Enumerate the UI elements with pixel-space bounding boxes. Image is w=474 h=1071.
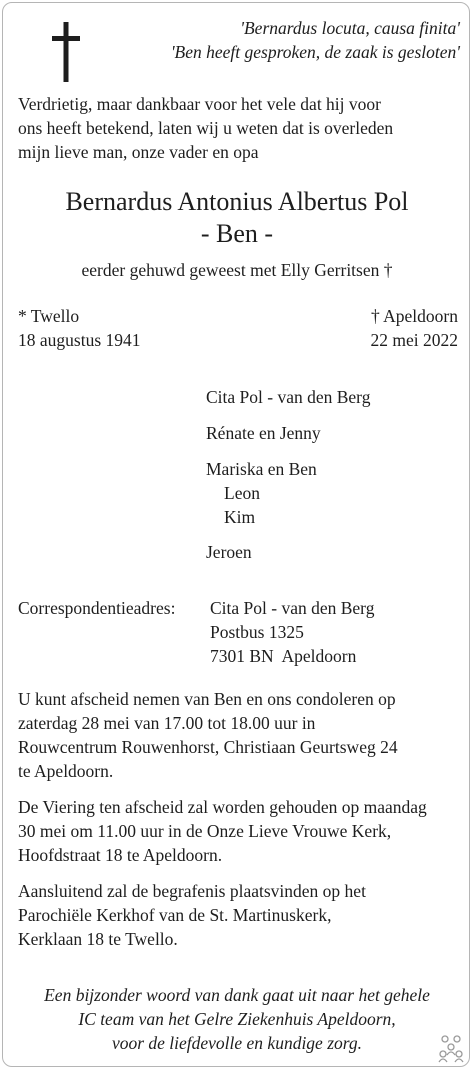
farewell-line-2: zaterdag 28 mei van 17.00 tot 18.00 uur in [18, 713, 316, 733]
burial-line-1: Aansluitend zal de begrafenis plaatsvinden op het [18, 881, 366, 901]
family-group-3: Jeroen [206, 542, 252, 562]
death-date: 22 mei 2022 [370, 330, 458, 350]
correspondence-name: Cita Pol - van den Berg [210, 598, 375, 618]
burial-line-3: Kerklaan 18 te Twello. [18, 929, 178, 949]
service-line-3: Hoofdstraat 18 te Apeldoorn. [18, 845, 223, 865]
intro-line-2: ons heeft betekend, laten wij u weten dat is overleden [18, 118, 394, 138]
birth-place: * Twello [18, 306, 80, 326]
farewell-line-3: Rouwcentrum Rouwenhorst, Christiaan Geurtsweg 24 [18, 737, 398, 757]
birth-date: 18 augustus 1941 [18, 330, 141, 350]
service-line-1: De Viering ten afscheid zal worden gehouden op maandag [18, 797, 427, 817]
death-place: † Apeldoorn [370, 306, 458, 326]
intro-line-1: Verdrietig, maar dankbaar voor het vele dat hij voor [18, 94, 381, 114]
family-grandchild-2: Kim [224, 507, 256, 527]
burial-line-2: Parochiële Kerkhof van de St. Martinuskerk, [18, 905, 332, 925]
thanks-line-3: voor de liefdevolle en kundige zorg. [111, 1033, 363, 1053]
correspondence-city: 7301 BN Apeldoorn [210, 646, 357, 666]
family-grandchild-1: Leon [224, 483, 260, 503]
service-line-2: 30 mei om 11.00 uur in de Onze Lieve Vrouwe Kerk, [18, 821, 392, 841]
thanks-line-2: IC team van het Gelre Ziekenhuis Apeldoorn, [78, 1009, 396, 1029]
family-group-1: Rénate en Jenny [206, 423, 321, 443]
deceased-nickname: - Ben - [200, 219, 274, 248]
farewell-line-1: U kunt afscheid nemen van Ben en ons condoleren op [18, 689, 396, 709]
deceased-full-name: Bernardus Antonius Albertus Pol [65, 187, 409, 216]
correspondence-postbus: Postbus 1325 [210, 622, 304, 642]
quote-line-1: 'Bernardus locuta, causa finita' [240, 18, 460, 38]
cross-icon [52, 22, 80, 82]
thanks-line-1: Een bijzonder woord van dank gaat uit naar het gehele [44, 985, 430, 1005]
correspondence-label: Correspondentieadres: [18, 598, 176, 618]
people-group-logo-icon [436, 1033, 466, 1063]
family-spouse: Cita Pol - van den Berg [206, 387, 371, 407]
family-group-2: Mariska en Ben [206, 459, 317, 479]
quote-line-2: 'Ben heeft gesproken, de zaak is gesloten' [170, 42, 460, 62]
farewell-line-4: te Apeldoorn. [18, 761, 114, 781]
intro-line-3: mijn lieve man, onze vader en opa [18, 142, 259, 162]
marriage-note: eerder gehuwd geweest met Elly Gerritsen † [81, 260, 393, 280]
